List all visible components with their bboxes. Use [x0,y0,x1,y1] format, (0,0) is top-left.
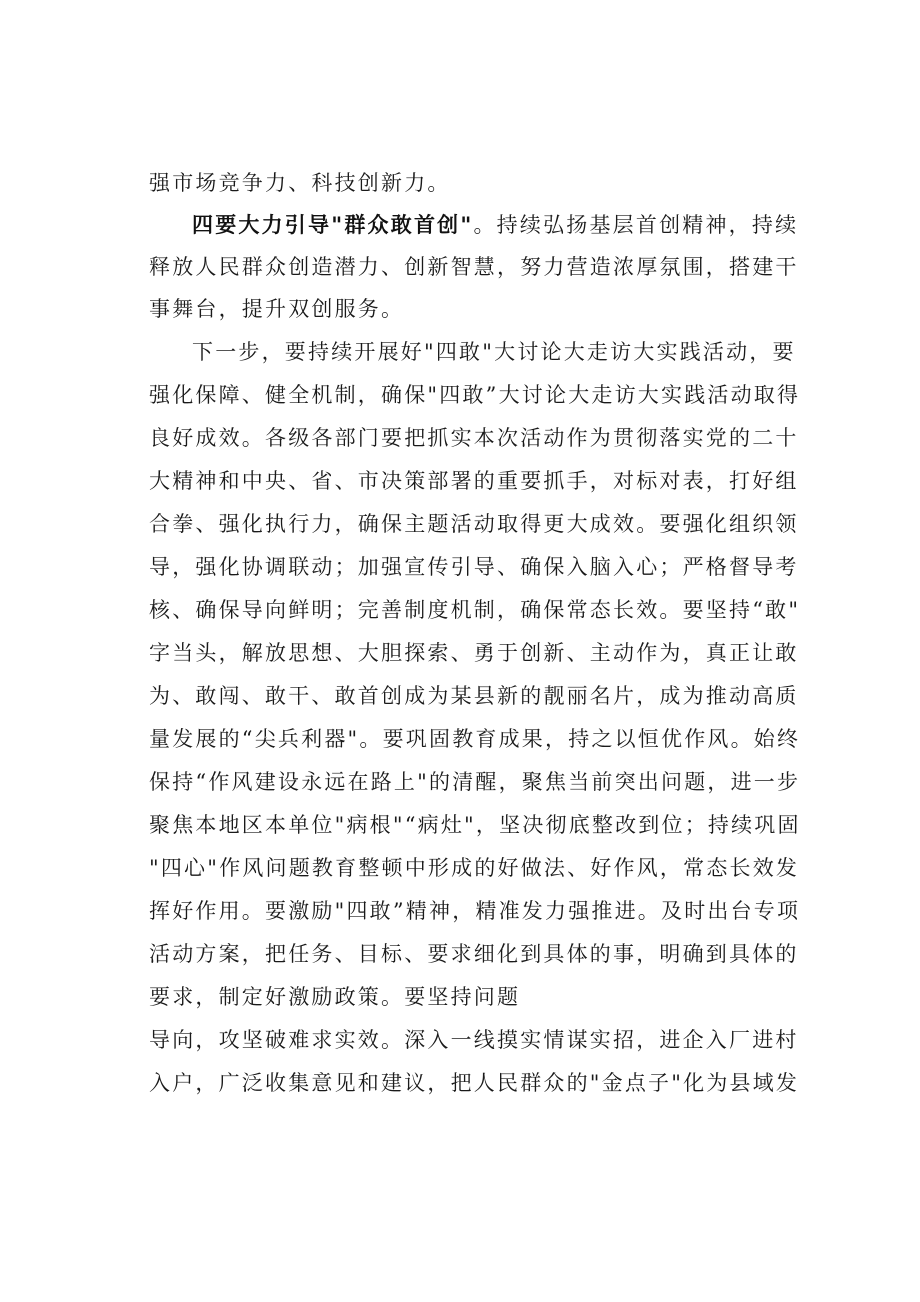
text-line: 挥好作用。要激励"四敢”精神，精准发力强推进。及时出台专项 [149,899,801,923]
section-heading: 四要大力引导"群众敢首创" [192,212,474,237]
text-line: 聚焦本地区本单位"病根"“病灶"，坚决彻底整改到位；持续巩固 [149,813,801,837]
text-line: "四心"作风问题教育整顿中形成的好做法、好作风，常态长效发 [149,856,800,880]
text-line: 导，强化协调联动；加强宣传引导、确保入脑入心；严格督导考 [149,555,799,579]
text-line: 为、敢闯、敢干、敢首创成为某县新的靓丽名片，成为推动高质 [149,684,799,708]
text-line: 良好成效。各级各部门要把抓实本次活动作为贯彻落实党的二十 [149,426,799,450]
text-line: 核、确保导向鲜明；完善制度机制，确保常态长效。要坚持“敢" [149,598,801,622]
text-line: 事舞台，提升双创服务。 [149,297,405,321]
text-line: 强市场竞争力、科技创新力。 [149,171,451,195]
text-line: 大精神和中央、省、市决策部署的重要抓手，对标对表，打好组 [149,469,799,493]
text-line: 要求，制定好激励政策。要坚持问题 [149,985,521,1009]
text-line: 量发展的“尖兵利器"。要巩固教育成果，持之以恒优作风。始终 [149,727,801,751]
text-line: 活动方案，把任务、目标、要求细化到具体的事，明确到具体的 [149,942,799,966]
text-line: 下一步，要持续开展好"四敢"大讨论大走访大实践活动，要 [192,340,796,364]
text-line: 保持“作风建设永远在路上"的清醒，聚焦当前突出问题，进一步 [149,770,801,794]
text-line: 强化保障、健全机制，确保"四敢”大讨论大走访大实践活动取得 [149,383,801,407]
text-line: 字当头，解放思想、大胆探索、勇于创新、主动作为，真正让敢 [149,641,799,665]
text-run: 。持续弘扬基层首创精神，持续 [473,213,799,237]
text-line: 合拳、强化执行力，确保主题活动取得更大成效。要强化组织领 [149,512,799,536]
text-line: 导向，攻坚破难求实效。深入一线摸实情谋实招，进企入厂进村 [149,1028,799,1052]
text-line: 释放人民群众创造潜力、创新智慧，努力营造浓厚氛围，搭建干 [149,255,799,279]
text-line [192,210,809,240]
text-line: 入户，广泛收集意见和建议，把人民群众的"金点子"化为县域发 [149,1071,800,1095]
